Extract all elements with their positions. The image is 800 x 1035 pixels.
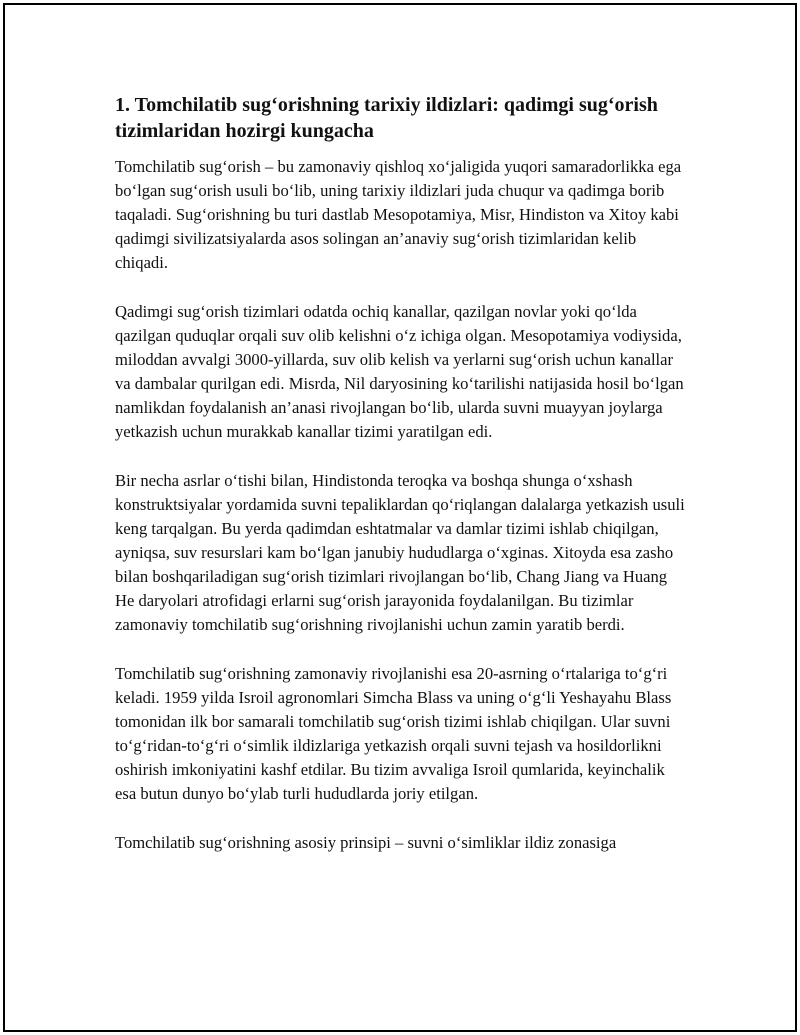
paragraph-4: Tomchilatib sug‘orishning zamonaviy rivojlanishi esa 20-asrning o‘rtalariga to‘g‘ri keladi. 1959 yilda Isroil agronomlari Simcha Blass va uning o‘g‘li Yeshayahu Blass tomonidan ilk bor samarali tomchilatib sug‘orish tizimi ishlab chiqilgan. Ular suvni to‘g‘ridan-to‘g‘ri o‘simlik ildizlariga yetkazish orqali suvni tejash va hosildorlikni oshirish imkoniyatini kashf etdilar. Bu tizim avvaliga Isroil qumlarida, keyinchalik esa butun dunyo bo‘ylab turli hududlarda joriy etilgan. (115, 664, 672, 803)
paragraph-3: Bir necha asrlar o‘tishi bilan, Hindistonda teroqka va boshqa shunga o‘xshash konstruktsiyalar yordamida suvni tepaliklardan qo‘riqlangan dalalarga yetkazish usuli keng tarqalgan. Bu yerda qadimdan eshtatmalar va damlar tizimi ishlab chiqilgan, ayniqsa, suv resurslari kam bo‘lgan janubiy hududlarga o‘xginas. Xitoyda esa zasho bilan boshqariladigan sug‘orish tizimlari rivojlangan bo‘lib, Chang Jiang va Huang He daryolari atrofidagi erlarni sug‘orish jarayonida foydalanilgan. Bu tizimlar zamonaviy tomchilatib sug‘orishning rivojlanishi uchun zamin yaratib berdi. (115, 471, 685, 634)
section-heading: 1. Tomchilatib sug‘orishning tarixiy ildizlari: qadimgi sug‘orish tizimlaridan hozirgi kungacha (115, 94, 658, 142)
paragraph-5: Tomchilatib sug‘orishning asosiy prinsipi – suvni o‘simliklar ildiz zonasiga (115, 833, 617, 852)
paragraph-1: Tomchilatib sug‘orish – bu zamonaviy qishloq xo‘jaligida yuqori samaradorlikka ega bo‘lgan sug‘orish usuli bo‘lib, uning tarixiy ildizlari juda chuqur va qadimga borib taqaladi. Sug‘orishning bu turi dastlab Mesopotamiya, Misr, Hindiston va Xitoy kabi qadimgi sivilizatsiyalarda asos solingan an’anaviy sug‘orish tizimlaridan kelib chiqadi. (115, 157, 682, 272)
document-body (115, 92, 687, 880)
paragraph-2: Qadimgi sug‘orish tizimlari odatda ochiq kanallar, qazilgan novlar yoki qo‘lda qazilgan quduqlar orqali suv olib kelishni o‘z ichiga olgan. Mesopotamiya vodiysida, miloddan avvalgi 3000-yillarda, suv olib kelish va yerlarni sug‘orish uchun kanallar va dambalar qurilgan edi. Misrda, Nil daryosining ko‘tarilishi natijasida hosil bo‘lgan namlikdan foydalanish an’anasi rivojlangan bo‘lib, ularda suvni muayyan joylarga yetkazish uchun murakkab kanallar tizimi yaratilgan edi. (115, 302, 684, 441)
